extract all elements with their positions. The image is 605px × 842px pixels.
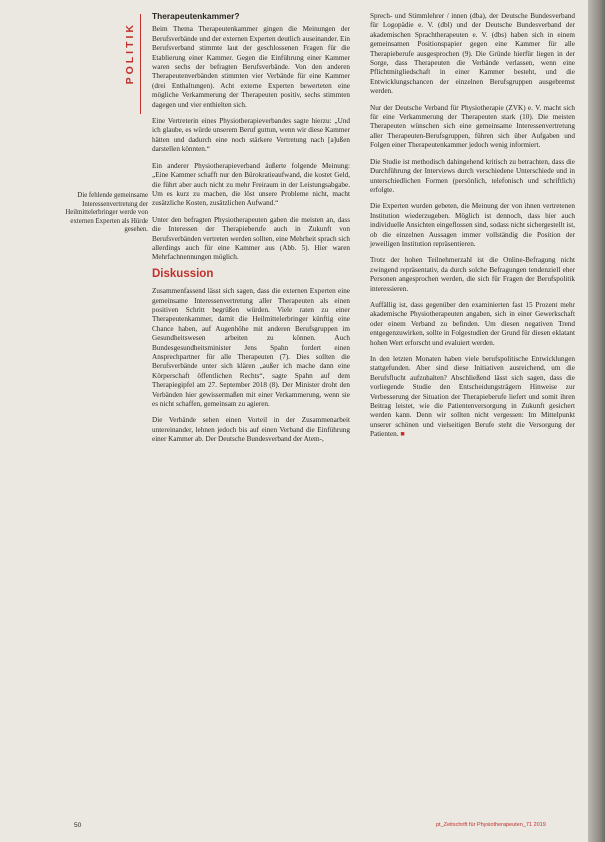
paragraph: Beim Thema Therapeutenkammer gingen die Meinungen der Berufsverbände und der externen Experten deutlich auseinander. Ein Berufsverband stimmte laut der geschlossenen Fragen für die Etablierung einer Kammer. Gegen die Einführung einer Kammer waren sechs der befragten Berufsverbände. Von den anderen Therapeutenverbänden stimmten vier Verbände für eine Kammer (drei Enthaltungen). Acht externe Experten bewerteten eine mögliche Verkammerung der Therapeuten positiv, sechs stimmten dagegen und vier enthielten sich. xyxy=(152,25,350,109)
paragraph: Die Verbände sehen einen Vorteil in der Zusammenarbeit untereinander, lehnen jedoch bis auf einen Verband die Einführung einer Kammer ab. Der Deutsche Bundesverband der Atem-, xyxy=(152,416,350,444)
paragraph: Sprech- und Stimmlehrer / innen (dba), der Deutsche Bundesverband für Logopädie e. V. (dbl) und der Deutsche Bundesverband der akademischen Sprachtherapeuten e. V. (dbs) haben sich in einem gemeinsamen Positionspapier gegen eine Kammer für alle Therapieberufe ausgesprochen (9). Die Gründe hierfür liegen in der Sorge, dass Therapeuten die Verbände verlassen, wenn eine Pflichtmitgliedschaft in einer Kammer besteht, und die Entwicklungschancen der einzelnen Berufsgruppen ausgebremst werden. xyxy=(370,12,575,96)
section-divider xyxy=(140,14,141,114)
end-of-article-mark: ■ xyxy=(400,430,405,439)
paragraph-final xyxy=(370,355,575,440)
paragraph-text: In den letzten Monaten haben viele berufspolitische Entwicklungen stattgefunden. Aber sind diese Initiativen ausreichend, um die Berufsflucht aufzuhalten? Abschließend lässt sich sagen, dass die vorliegende Studie den Entscheidungsträgern Hinweise zur Verbesserung der Situation der Therapieberufe liefert und somit ihren Beitrag leistet, wie die Patientenversorgung in Zukunft gesichert werden kann. Denn wir sollten nicht vergessen: Im Mittelpunkt unserer schönen und vielseitigen Berufe steht die Versorgung der Patienten. xyxy=(370,355,575,439)
paragraph: Nur der Deutsche Verband für Physiotherapie (ZVK) e. V. macht sich für eine Verkammerung der Therapeuten stark (10). Die meisten Therapeuten wünschen sich eine gemeinsame Interessenvertretung aller Therapeuten-Berufsgruppen, führen sich über Aufgaben und Folgen einer Therapeutenkammer jedoch wenig informiert. xyxy=(370,103,575,150)
paragraph: Trotz der hohen Teilnehmerzahl ist die Online-Befragung nicht zwingend repräsentativ, da durch solche Befragungen tendenziell eher Personen angesprochen werden, die sich für Fragen der Berufspolitik interessieren. xyxy=(370,256,575,293)
left-column xyxy=(152,12,350,452)
paragraph: Die Studie ist methodisch dahingehend kritisch zu betrachten, dass die Durchführung der Interviews durch verschiedene Unterschiede und in unterschiedlichen Formen (persönlich, telefonisch und schriftlich) erfolgte. xyxy=(370,157,575,194)
paragraph: Die Experten wurden gebeten, die Meinung der von ihnen vertretenen Institution wiederzugeben. Möglich ist dennoch, dass hier auch individuelle Ansichten eingeflossen sind, sodass nicht sichergestellt ist, ob die einzelnen Aussagen immer vollständig die Position der jeweiligen Institution repräsentieren. xyxy=(370,202,575,248)
margin-pull-quote: Die fehlende gemeinsame Interessenvertretung der Heilmittelerbringer werde von externen Experten als Hürde gesehen. xyxy=(65,192,148,234)
paragraph: Auffällig ist, dass gegenüber den examinierten fast 15 Prozent mehr akademische Physiotherapeuten angaben, sich in einer Gewerkschaft oder einem Verband zu befinden. Um diesen negativen Trend entgegenzuwirken, sollte in Folgestudien der Grund für diesen eklatant hohen Wert erforscht und evaluiert werden. xyxy=(370,300,575,347)
section-heading-discussion: Diskussion xyxy=(152,267,214,280)
paragraph: Eine Vertreterin eines Physiotherapieverbandes sagte hierzu: „Und ich glaube, es würde unserem Beruf guttun, wenn wir diese Kammer hätten und dadurch eine noch stärkere Vertretung nach [a]ußen darstellen könnten.“ xyxy=(152,117,350,154)
paragraph: Unter den befragten Physiotherapeuten gaben die meisten an, dass die Interessen der Therapieberufe auch in Zukunft von Berufsverbänden vertreten werden sollten, eine Mehrheit sprach sich allerdings auch für eine Kammer aus (Abb. 5). Hier waren Mehrfachnennungen möglich. xyxy=(152,215,350,262)
paragraph: Zusammenfassend lässt sich sagen, dass die externen Experten eine gemeinsame Interessenvertretung aller Therapeuten als einen positiven Schritt begrüßen würden. Viele raten zu einer Therapeutenkammer, damit die Heilmittelerbringer künftig eine Chance haben, auf Augenhöhe mit anderen Berufsgruppen im Gesundheitswesen arbeiten zu können. Auch Bundesgesundheitsminister Jens Spahn fordert einen Ansprechpartner für alle Therapeuten (7). Dies sollten die Berufsverbände unter sich klären „außer ich mache dann eine Körperschaft öffentlichen Rechts“, sagte Spahn auf dem Therapiegipfel am 27. September 2018 (8). Der Minister droht den Verbänden hier gewissermaßen mit einer Verkammerung, wenn sie es nicht schaffen, gemeinsam zu agieren. xyxy=(152,287,350,409)
page-number: 50 xyxy=(74,822,82,829)
right-column xyxy=(370,12,575,447)
journal-footer: pt_Zeitschrift für Physiotherapeuten_71 2019 xyxy=(436,822,546,828)
section-label: POLITIK xyxy=(124,22,136,85)
paragraph: Ein anderer Physiotherapieverband äußerte folgende Meinung: „Eine Kammer schafft nur den Bürokratieaufwand, die kostet Geld, die führt aber auch nicht zu mehr Freiraum in der Leistungsabgabe. Um es kurz zu machen, die löst unsere Probleme nicht, macht zusätzliche Kosten, zusätzlichen Aufwand.“ xyxy=(152,161,350,208)
binding-shadow xyxy=(588,0,605,842)
subheading-therapist-chamber: Therapeutenkammer? xyxy=(152,11,240,21)
